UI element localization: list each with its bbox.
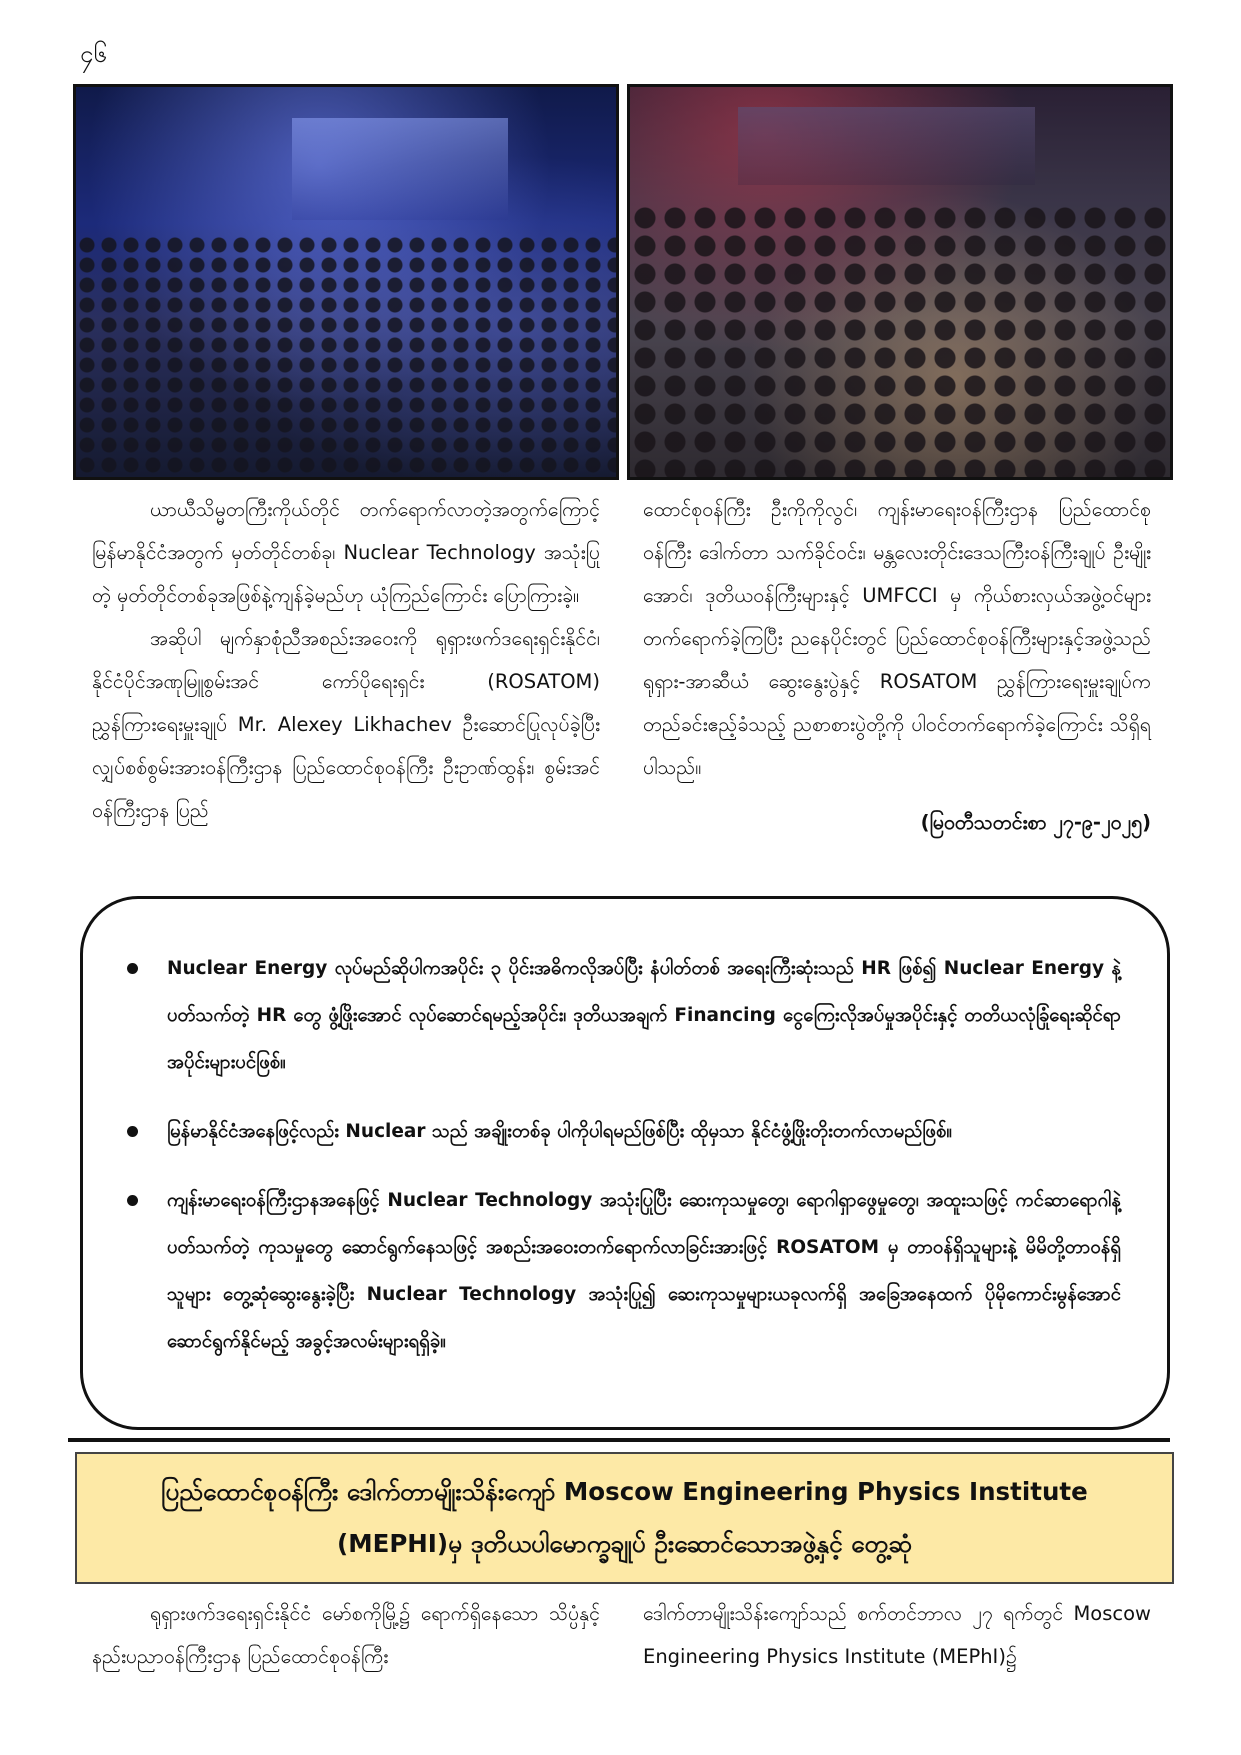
key-point-item [119, 945, 1121, 1086]
article-paragraph: ဒေါက်တာမျိုးသိန်းကျော်သည် စက်တင်ဘာလ ၂၇ ရက်တွင် Moscow Engineering Physics Institute (MEPhI)၌ [643, 1602, 1151, 1668]
headline-box [75, 1452, 1174, 1584]
article-paragraph: ရုရှားဖက်ဒရေးရှင်းနိုင်ငံ မော်စကိုမြို့၌ ရောက်ရှိနေသော သိပ္ပံနှင့်နည်းပညာဝန်ကြီးဌာန ပြည်ထောင်စုဝန်ကြီး [92, 1602, 600, 1668]
stage-lights [292, 118, 508, 219]
headline-line-2: (MEPHI)မှ ဒုတိယပါမောက္ခချုပ် ဦးဆောင်သောအဖွဲ့နှင့် တွေ့ဆုံ [337, 1529, 912, 1558]
key-point-text: မြန်မာနိုင်ငံအနေဖြင့်လည်း Nuclear သည် အချိုးတစ်ခု ပါကိုပါရမည်ဖြစ်ပြီး ထိုမှသာ နိုင်ငံဖွံ့ဖြိုးတိုးတက်လာမည်ဖြစ်။ [167, 1121, 952, 1142]
seated-attendees [630, 204, 1170, 477]
audience-crowd [76, 235, 616, 477]
key-points-box [80, 896, 1170, 1430]
key-point-text: Nuclear Energy လုပ်မည်ဆိုပါကအပိုင်း ၃ ပိုင်းအဓိကလိုအပ်ပြီး နံပါတ်တစ် အရေးကြီးဆုံးသည် HR ဖြစ်၍ Nuclear Energy နဲ့ပတ်သက်တဲ့ HR တွေ ဖွံ့ဖြိုးအောင် လုပ်ဆောင်ရမည့်အပိုင်း၊ ဒုတိယအချက် Financing ငွေကြေးလိုအပ်မှုအပိုင်းနှင့် တတိယလုံခြုံရေးဆိုင်ရာအပိုင်းများပင်ဖြစ်။ [167, 958, 1121, 1073]
page-number: ၄၆ [80, 40, 107, 68]
key-points-list [119, 945, 1121, 1387]
bottom-left-column [92, 1592, 600, 1678]
article-right-column [643, 488, 1151, 844]
article-paragraph: ထောင်စုဝန်ကြီး ဦးကိုကိုလွင်၊ ကျန်းမာရေးဝန်ကြီးဌာန ပြည်ထောင်စုဝန်ကြီး ဒေါက်တာ သက်ခိုင်ဝင်း၊ မန္တလေးတိုင်းဒေသကြီးဝန်ကြီးချုပ် ဦးမျိုးအောင်၊ ဒုတိယဝန်ကြီးများနှင့် UMFCCI မှ ကိုယ်စားလှယ်အဖွဲ့ဝင်များ တက်ရောက်ခဲ့ကြပြီး ညနေပိုင်းတွင် ပြည်ထောင်စုဝန်ကြီးများနှင့်အဖွဲ့သည် ရုရှား-အာဆီယံ ဆွေးနွေးပွဲနှင့် ROSATOM ညွှန်ကြားရေးမှူးချုပ်က တည်ခင်းဧည့်ခံသည့် ညစာစားပွဲတို့ကို ပါဝင်တက်ရောက်ခဲ့ကြောင်း သိရှိရပါသည်။ [643, 498, 1151, 779]
bullet-icon [127, 1126, 138, 1137]
key-point-item [119, 1177, 1121, 1365]
news-source: (မြဝတီသတင်းစာ ၂၇-၉-၂၀၂၅) [920, 811, 1151, 834]
bullet-icon [127, 963, 138, 974]
headline-line-1: ပြည်ထောင်စုဝန်ကြီး ဒေါက်တာမျိုးသိန်းကျော် Moscow Engineering Physics Institute [161, 1477, 1088, 1506]
backdrop [738, 107, 1035, 185]
article-paragraph: ယာယီသိမ္မတကြီးကိုယ်တိုင် တက်ရောက်လာတဲ့အတွက်ကြောင့် မြန်မာနိုင်ငံအတွက် မှတ်တိုင်တစ်ခု၊ Nuclear Technology အသုံးပြုတဲ့ မှတ်တိုင်တစ်ခုအဖြစ်နဲ့ကျန်ခဲ့မည်ဟု ယုံကြည်ကြောင်း ပြောကြားခဲ့။ [92, 498, 600, 607]
key-point-item [119, 1108, 1121, 1155]
conference-hall-photo [73, 84, 619, 480]
key-point-text: ကျန်းမာရေးဝန်ကြီးဌာနအနေဖြင့် Nuclear Technology အသုံးပြုပြီး ဆေးကုသမှုတွေ၊ ရောဂါရှာဖွေမှုတွေ၊ အထူးသဖြင့် ကင်ဆာရောဂါနဲ့ပတ်သက်တဲ့ ကုသမှုတွေ ဆောင်ရွက်နေသဖြင့် အစည်းအဝေးတက်ရောက်လာခြင်းအားဖြင့် ROSATOM မှ တာဝန်ရှိသူများနဲ့ မိမိတို့တာဝန်ရှိသူများ တွေ့ဆုံဆွေးနွေးခဲ့ပြီး Nuclear Technology အသုံးပြု၍ ဆေးကုသမှုများယခုလက်ရှိ အခြေအနေထက် ပိုမိုကောင်းမွန်အောင် ဆောင်ရွက်နိုင်မည့် အခွင့်အလမ်းများရရှိခဲ့။ [167, 1190, 1121, 1352]
article-left-column [92, 488, 600, 832]
section-divider [68, 1438, 1170, 1442]
audience-photo [627, 84, 1173, 480]
bottom-right-column [643, 1592, 1151, 1678]
article-paragraph: အဆိုပါ မျက်နှာစုံညီအစည်းအဝေးကို ရုရှားဖက်ဒရေးရှင်းနိုင်ငံ၊ နိုင်ငံပိုင်အဏုမြူစွမ်းအင် ကော်ပိုရေးရှင်း (ROSATOM) ညွှန်ကြားရေးမှူးချုပ် Mr. Alexey Likhachev ဦးဆောင်ပြုလုပ်ခဲ့ပြီး လျှပ်စစ်စွမ်းအားဝန်ကြီးဌာန ပြည်ထောင်စုဝန်ကြီး ဦးဥာဏ်ထွန်း၊ စွမ်းအင်ဝန်ကြီးဌာန ပြည် [92, 627, 600, 822]
bullet-icon [127, 1195, 138, 1206]
